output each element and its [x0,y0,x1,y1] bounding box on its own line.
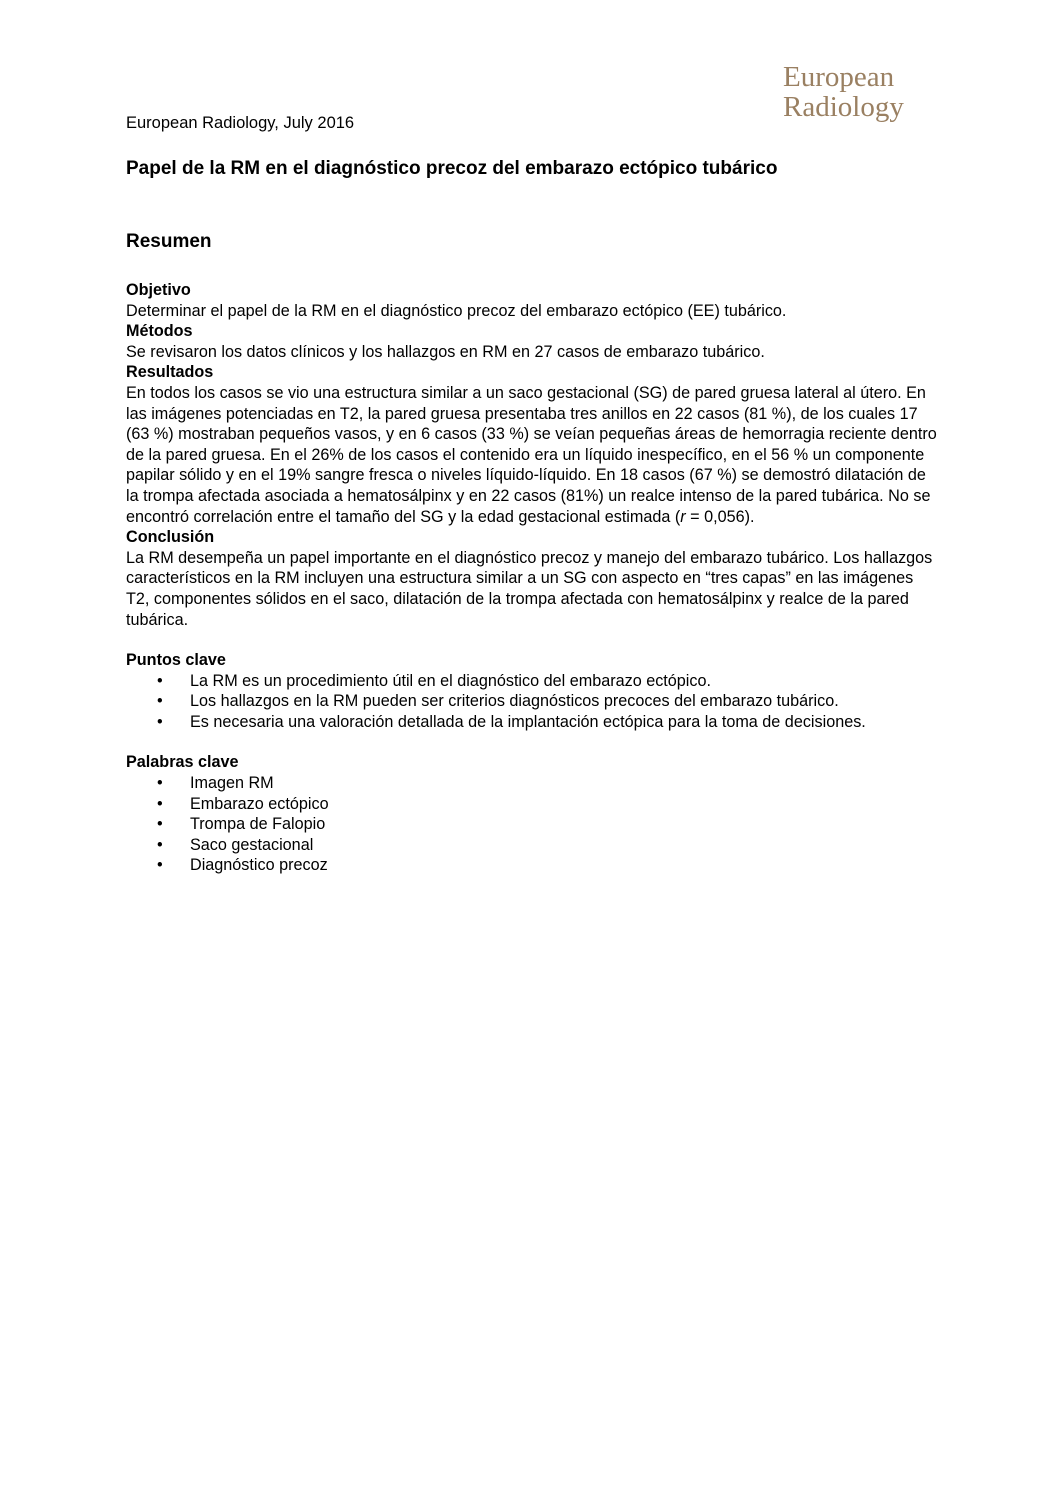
keyword-item [126,794,938,815]
resultados-text [126,383,938,527]
metodos-heading: Métodos [126,322,193,341]
key-point-item [126,671,938,692]
key-point-text: Es necesaria una valoración detallada de la implantación ectópica para la toma de decisiones. [190,712,866,731]
bullet-icon: • [157,835,163,854]
bullet-icon: • [157,692,163,711]
resultados-text-main: En todos los casos se vio una estructura similar a un saco gestacional (SG) de pared gruesa lateral al útero. En las imágenes potenciadas en T2, la pared gruesa presentaba tres anillos en 22 casos (81 %), de los cuales 17 (63 %) mostraban pequeños vasos, y en 6 casos (33 %) se veían pequeñas áreas de hemorragia reciente dentro de la pared gruesa. En el 26% de los casos el contenido era un líquido inespecífico, en el 56 % un componente papilar sólido y en el 19% sangre fresca o niveles líquido-líquido. En 18 casos (67 %) se demostró dilatación de la trompa afectada asociada a hematosálpinx y en 22 casos (81%) un realce intenso de la pared tubárica. No se encontró correlación entre el tamaño del SG y la edad gestacional estimada ( [126,383,937,526]
journal-logo [783,62,904,122]
keyword-item [126,814,938,835]
journal-date-line: European Radiology, July 2016 [126,114,355,132]
keyword-item [126,835,938,856]
keyword-text: Imagen RM [190,774,274,793]
abstract-heading: Resumen [126,231,212,252]
key-point-text: Los hallazgos en la RM pueden ser criterios diagnósticos precoces del embarazo tubárico. [190,692,839,711]
conclusion-text: La RM desempeña un papel importante en el diagnóstico precoz y manejo del embarazo tubárico. Los hallazgos característicos en la RM incluyen una estructura similar a un SG con aspecto en “tres capas” en las imágenes T2, componentes sólidos en el saco, dilatación de la trompa afectada con hematosálpinx y realce de la pared tubárica. [126,548,933,629]
key-point-text: La RM es un procedimiento útil en el diagnóstico del embarazo ectópico. [190,671,711,690]
logo-line-2: Radiology [783,91,904,123]
keyword-item [126,773,938,794]
section-spacer [126,630,938,650]
section-spacer [126,732,938,752]
conclusion-heading: Conclusión [126,528,215,547]
abstract-body [126,280,938,876]
correlation-symbol: r [680,507,686,526]
key-point-item [126,691,938,712]
keyword-item [126,855,938,876]
keyword-text: Embarazo ectópico [190,794,329,813]
keyword-text: Diagnóstico precoz [190,856,328,875]
keyword-text: Trompa de Falopio [190,815,326,834]
logo-line-1: European [783,61,895,93]
keyword-text: Saco gestacional [190,835,314,854]
key-points-list [126,671,938,733]
objetivo-heading: Objetivo [126,281,191,299]
key-point-item [126,712,938,733]
bullet-icon: • [157,794,163,813]
keywords-heading: Palabras clave [126,753,239,772]
metodos-text: Se revisaron los datos clínicos y los hallazgos en RM en 27 casos de embarazo tubárico. [126,342,765,361]
bullet-icon: • [157,774,163,793]
key-points-heading: Puntos clave [126,651,226,670]
keywords-list [126,773,938,876]
resultados-text-end: = 0,056). [685,507,755,526]
article-title: Papel de la RM en el diagnóstico precoz del embarazo ectópico tubárico [126,158,778,179]
bullet-icon: • [157,815,163,834]
objetivo-text: Determinar el papel de la RM en el diagnóstico precoz del embarazo ectópico (EE) tubárico. [126,301,787,320]
bullet-icon: • [157,712,163,731]
bullet-icon: • [157,671,163,690]
bullet-icon: • [157,856,163,875]
resultados-heading: Resultados [126,363,214,382]
